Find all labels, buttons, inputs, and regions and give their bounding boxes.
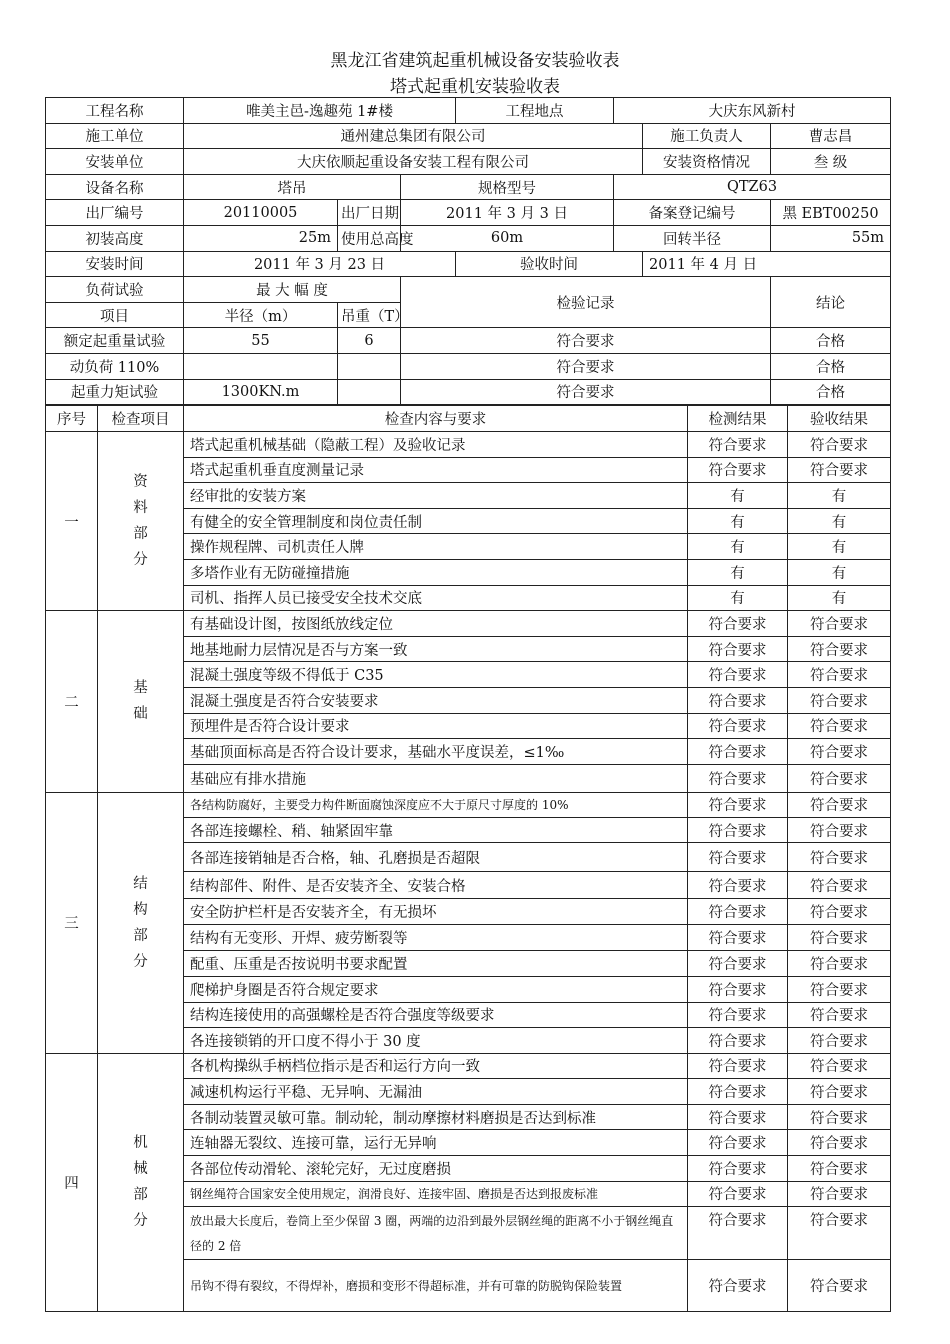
init-height-label: 初装高度 — [46, 225, 184, 251]
load-test-radius — [184, 353, 338, 379]
check-content: 各机构操纵手柄档位指示是否和运行方向一致 — [184, 1053, 688, 1079]
mfg-date: 2011 年 3 月 3 日 — [401, 200, 614, 226]
check-acceptance-header: 验收结果 — [788, 406, 891, 432]
check-result: 符合要求 — [688, 1207, 788, 1260]
check-acceptance: 符合要求 — [788, 1181, 891, 1207]
model: QTZ63 — [614, 174, 891, 200]
load-test-conclusion: 合格 — [771, 328, 891, 354]
check-result: 符合要求 — [688, 1028, 788, 1054]
check-content: 塔式起重机械基础（隐蔽工程）及验收记录 — [184, 432, 688, 458]
check-content: 爬梯护身圈是否符合规定要求 — [184, 976, 688, 1002]
check-content: 有基础设计图，按图纸放线定位 — [184, 611, 688, 637]
load-test-weight — [338, 353, 401, 379]
init-height: 25m — [184, 225, 338, 251]
construction-lead-label: 施工负责人 — [643, 123, 771, 149]
check-result: 有 — [688, 559, 788, 585]
check-acceptance: 符合要求 — [788, 1130, 891, 1156]
check-content: 各结构防腐好，主要受力构件断面腐蚀深度应不大于原尺寸厚度的 10% — [184, 792, 688, 817]
project-location-label: 工程地点 — [456, 98, 614, 124]
check-content: 地基地耐力层情况是否与方案一致 — [184, 636, 688, 662]
check-acceptance: 符合要求 — [788, 739, 891, 765]
check-content: 各部连接销轴是否合格，轴、孔磨损是否超限 — [184, 843, 688, 872]
check-acceptance: 符合要求 — [788, 1207, 891, 1260]
load-test-name: 动负荷 110% — [46, 353, 184, 379]
check-acceptance: 有 — [788, 559, 891, 585]
load-test-row — [46, 328, 891, 354]
check-content: 减速机构运行平稳、无异响、无漏油 — [184, 1079, 688, 1105]
load-test-weight: 6 — [338, 328, 401, 354]
check-acceptance: 符合要求 — [788, 1053, 891, 1079]
install-unit: 大庆依顺起重设备安装工程有限公司 — [184, 149, 643, 175]
check-acceptance: 符合要求 — [788, 636, 891, 662]
check-result: 符合要求 — [688, 843, 788, 872]
check-content: 放出最大长度后，卷筒上至少保留 3 圈，两端的边沿到最外层钢丝绳的距离不小于钢丝绳直径的 2 倍 — [184, 1207, 688, 1260]
check-content: 配重、压重是否按说明书要求配置 — [184, 951, 688, 977]
check-result: 符合要求 — [688, 792, 788, 817]
install-qual: 叁 级 — [771, 149, 891, 175]
form-subtitle: 塔式起重机安装验收表 — [390, 77, 560, 97]
check-result: 有 — [688, 585, 788, 611]
total-height-label: 使用总高度 — [338, 225, 401, 251]
mfg-date-label: 出厂日期 — [338, 200, 401, 226]
check-acceptance: 符合要求 — [788, 611, 891, 637]
check-acceptance: 符合要求 — [788, 792, 891, 817]
record-header: 检验记录 — [401, 277, 771, 328]
accept-time-label: 验收时间 — [456, 251, 643, 277]
section-number: 三 — [46, 792, 98, 1053]
construction-unit-label: 施工单位 — [46, 123, 184, 149]
load-test-conclusion: 合格 — [771, 379, 891, 405]
section-name — [98, 792, 184, 1053]
load-test-record: 符合要求 — [401, 353, 771, 379]
check-acceptance: 符合要求 — [788, 1079, 891, 1105]
check-result: 符合要求 — [688, 713, 788, 739]
project-name: 唯美主邑-逸趣苑 1#楼 — [184, 98, 456, 124]
load-test-record: 符合要求 — [401, 379, 771, 405]
check-content: 多塔作业有无防碰撞措施 — [184, 559, 688, 585]
radius: 55m — [771, 225, 891, 251]
radius-label: 回转半径 — [614, 225, 771, 251]
check-result: 符合要求 — [688, 457, 788, 483]
conclusion-header: 结论 — [771, 277, 891, 328]
check-result: 符合要求 — [688, 872, 788, 899]
check-acceptance: 符合要求 — [788, 662, 891, 688]
serial-label: 出厂编号 — [46, 200, 184, 226]
check-content: 结构连接使用的高强螺栓是否符合强度等级要求 — [184, 1002, 688, 1028]
radius-header: 半径（m） — [184, 302, 338, 328]
equip-name-label: 设备名称 — [46, 174, 184, 200]
check-result: 符合要求 — [688, 432, 788, 458]
check-acceptance: 符合要求 — [788, 1104, 891, 1130]
check-acceptance: 符合要求 — [788, 457, 891, 483]
check-acceptance: 符合要求 — [788, 899, 891, 925]
check-acceptance: 符合要求 — [788, 1156, 891, 1182]
section-name-text: 机械部分 — [133, 1135, 148, 1230]
load-test-name: 起重力矩试验 — [46, 379, 184, 405]
check-content: 混凝土强度等级不得低于 C35 — [184, 662, 688, 688]
check-row — [46, 1053, 891, 1079]
check-acceptance: 符合要求 — [788, 925, 891, 951]
check-result: 有 — [688, 483, 788, 509]
check-result: 符合要求 — [688, 925, 788, 951]
section-name — [98, 432, 184, 611]
check-result-header: 检测结果 — [688, 406, 788, 432]
check-acceptance: 符合要求 — [788, 687, 891, 713]
check-acceptance: 符合要求 — [788, 432, 891, 458]
check-no-header: 序号 — [46, 406, 98, 432]
check-content: 有健全的安全管理制度和岗位责任制 — [184, 508, 688, 534]
check-acceptance: 符合要求 — [788, 1028, 891, 1054]
project-location: 大庆东风新村 — [614, 98, 891, 124]
load-test-name: 额定起重量试验 — [46, 328, 184, 354]
total-height: 60m — [401, 225, 614, 251]
install-unit-label: 安装单位 — [46, 149, 184, 175]
load-test-conclusion: 合格 — [771, 353, 891, 379]
section-name — [98, 1053, 184, 1312]
record-no: 黑 EBT00250 — [771, 200, 891, 226]
check-content: 吊钩不得有裂纹，不得焊补，磨损和变形不得超标准，并有可靠的防脱钩保险装置 — [184, 1260, 688, 1312]
checklist-table — [45, 405, 891, 1312]
check-acceptance: 符合要求 — [788, 817, 891, 843]
load-test-header: 负荷试验 — [46, 277, 184, 303]
check-acceptance: 符合要求 — [788, 713, 891, 739]
install-time-label: 安装时间 — [46, 251, 184, 277]
check-item-header: 检查项目 — [98, 406, 184, 432]
check-content: 安全防护栏杆是否安装齐全，有无损坏 — [184, 899, 688, 925]
check-acceptance: 符合要求 — [788, 951, 891, 977]
check-content: 结构有无变形、开焊、疲劳断裂等 — [184, 925, 688, 951]
weight-header: 吊重（T） — [338, 302, 401, 328]
check-result: 符合要求 — [688, 951, 788, 977]
construction-unit: 通州建总集团有限公司 — [184, 123, 643, 149]
check-result: 符合要求 — [688, 636, 788, 662]
load-test-record: 符合要求 — [401, 328, 771, 354]
check-result: 符合要求 — [688, 976, 788, 1002]
check-result: 符合要求 — [688, 611, 788, 637]
load-test-row — [46, 379, 891, 405]
section-number: 一 — [46, 432, 98, 611]
check-result: 符合要求 — [688, 1260, 788, 1312]
install-qual-label: 安装资格情况 — [643, 149, 771, 175]
check-result: 符合要求 — [688, 1053, 788, 1079]
load-test-radius: 55 — [184, 328, 338, 354]
check-acceptance: 符合要求 — [788, 843, 891, 872]
check-result: 符合要求 — [688, 687, 788, 713]
check-content: 混凝土强度是否符合安装要求 — [184, 687, 688, 713]
check-row — [46, 432, 891, 458]
load-test-weight — [338, 379, 401, 405]
record-no-label: 备案登记编号 — [614, 200, 771, 226]
check-content: 预埋件是否符合设计要求 — [184, 713, 688, 739]
check-result: 符合要求 — [688, 1079, 788, 1105]
check-content: 操作规程牌、司机责任人牌 — [184, 534, 688, 560]
section-number: 二 — [46, 611, 98, 793]
section-name — [98, 611, 184, 793]
section-name-text: 结构部分 — [133, 875, 148, 970]
check-content: 塔式起重机垂直度测量记录 — [184, 457, 688, 483]
info-table — [45, 97, 891, 405]
item-header: 项目 — [46, 302, 184, 328]
check-result: 符合要求 — [688, 1130, 788, 1156]
check-acceptance: 有 — [788, 585, 891, 611]
check-acceptance: 符合要求 — [788, 764, 891, 792]
check-result: 有 — [688, 534, 788, 560]
check-content: 连轴器无裂纹、连接可靠，运行无异响 — [184, 1130, 688, 1156]
check-acceptance: 有 — [788, 534, 891, 560]
construction-lead: 曹志昌 — [771, 123, 891, 149]
check-content-header: 检查内容与要求 — [184, 406, 688, 432]
check-acceptance: 有 — [788, 483, 891, 509]
check-result: 符合要求 — [688, 662, 788, 688]
check-acceptance: 符合要求 — [788, 976, 891, 1002]
accept-time: 2011 年 4 月 日 — [643, 251, 891, 277]
check-acceptance: 有 — [788, 508, 891, 534]
check-acceptance: 符合要求 — [788, 1260, 891, 1312]
check-content: 基础顶面标高是否符合设计要求，基础水平度误差，≤1‰ — [184, 739, 688, 765]
check-result: 符合要求 — [688, 899, 788, 925]
check-content: 各部连接螺栓、稍、轴紧固牢靠 — [184, 817, 688, 843]
serial: 20110005 — [184, 200, 338, 226]
install-time: 2011 年 3 月 23 日 — [184, 251, 456, 277]
check-acceptance: 符合要求 — [788, 872, 891, 899]
load-test-row — [46, 353, 891, 379]
check-acceptance: 符合要求 — [788, 1002, 891, 1028]
equip-name: 塔吊 — [184, 174, 401, 200]
project-name-label: 工程名称 — [46, 98, 184, 124]
max-range-header: 最 大 幅 度 — [184, 277, 401, 303]
check-row — [46, 792, 891, 817]
check-result: 符合要求 — [688, 1156, 788, 1182]
check-content: 各连接锁销的开口度不得小于 30 度 — [184, 1028, 688, 1054]
check-result: 符合要求 — [688, 764, 788, 792]
check-content: 各制动装置灵敏可靠。制动轮，制动摩擦材料磨损是否达到标准 — [184, 1104, 688, 1130]
check-content: 司机、指挥人员已接受安全技术交底 — [184, 585, 688, 611]
section-number: 四 — [46, 1053, 98, 1312]
check-result: 符合要求 — [688, 1104, 788, 1130]
form-title: 黑龙江省建筑起重机械设备安装验收表 — [330, 51, 620, 71]
check-content: 结构部件、附件、是否安装齐全、安装合格 — [184, 872, 688, 899]
section-name-text: 基础 — [133, 680, 148, 723]
check-result: 符合要求 — [688, 1181, 788, 1207]
check-result: 有 — [688, 508, 788, 534]
check-row — [46, 611, 891, 637]
check-result: 符合要求 — [688, 817, 788, 843]
check-content: 经审批的安装方案 — [184, 483, 688, 509]
check-result: 符合要求 — [688, 739, 788, 765]
model-label: 规格型号 — [401, 174, 614, 200]
check-result: 符合要求 — [688, 1002, 788, 1028]
check-content: 钢丝绳符合国家安全使用规定，润滑良好、连接牢固、磨损是否达到报废标准 — [184, 1181, 688, 1207]
section-name-text: 资料部分 — [133, 474, 148, 569]
check-content: 基础应有排水措施 — [184, 764, 688, 792]
check-content: 各部位传动滑轮、滚轮完好，无过度磨损 — [184, 1156, 688, 1182]
load-test-radius: 1300KN.m — [184, 379, 338, 405]
